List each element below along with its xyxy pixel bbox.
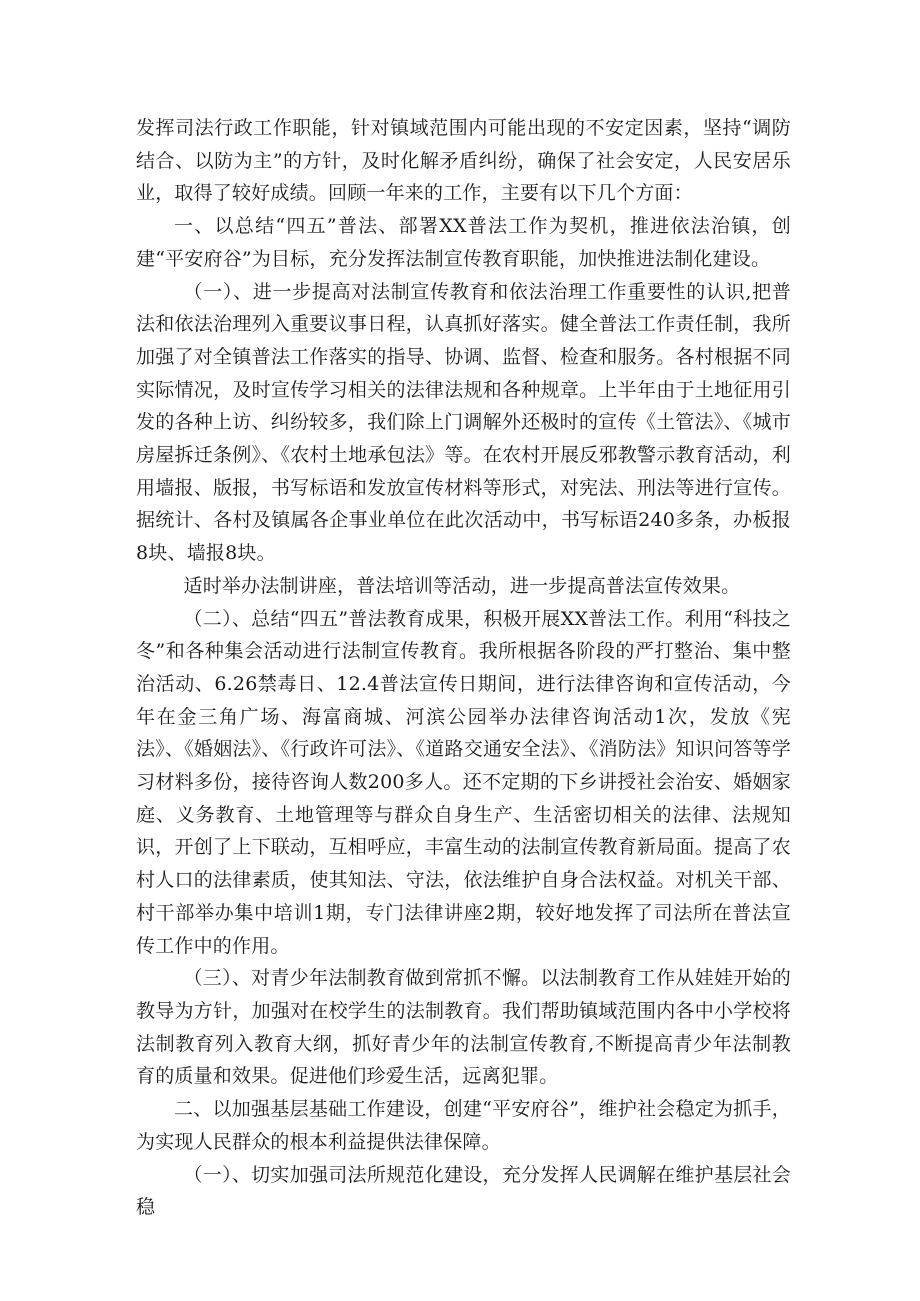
paragraph-section-2-item-1: （一）、切实加强司法所规范化建设，充分发挥人民调解在维护基层社会稳 [136, 1163, 791, 1219]
paragraph-section-1-item-3: （三）、对青少年法制教育做到常抓不懈。以法制教育工作从娃娃开始的教导为方针，加强对在校学生的法制教育。我们帮助镇域范围内各中小学校将法制教育列入教育大纲，抓好青少年的法制宣传教育,不断提高青少年法制教育的质量和效果。促进他们珍爱生活，远离犯罪。 [136, 967, 791, 1088]
document-body [136, 112, 791, 1224]
paragraph-section-1-item-2: （二）、总结“四五”普法教育成果，积极开展XX普法工作。利用“科技之冬”和各种集会活动进行法制宣传教育。我所根据各阶段的严打整治、集中整治活动、6.26禁毒日、12.4普法宣传日期间，进行法律咨询和宣传活动，今年在金三角广场、海富商城、河滨公园举办法律咨询活动1次，发放《宪法》、《婚姻法》、《行政许可法》、《道路交通安全法》、《消防法》知识问答等学习材料多份，接待咨询人数200多人。还不定期的下乡讲授社会治安、婚姻家庭、义务教育、土地管理等与群众自身生产、生活密切相关的法律、法规知识，开创了上下联动，互相呼应，丰富生动的法制宣传教育新局面。提高了农村人口的法律素质，使其知法、守法，依法维护自身合法权益。对机关干部、村干部举办集中培训1期，专门法律讲座2期，较好地发挥了司法所在普法宣传工作中的作用。 [136, 607, 791, 957]
paragraph-section-1-heading: 一、以总结“四五”普法、部署XX普法工作为契机，推进依法治镇，创建“平安府谷”为目标，充分发挥法制宣传教育职能，加快推进法制化建设。 [136, 215, 791, 270]
paragraph-section-1-item-1: （一）、进一步提高对法制宣传教育和依法治理工作重要性的认识,把普法和依法治理列入重要议事日程，认真抓好落实。健全普法工作责任制，我所加强了对全镇普法工作落实的指导、协调、监督、检查和服务。各村根据不同实际情况，及时宣传学习相关的法律法规和各种规章。上半年由于土地征用引发的各种上访、纠纷较多，我们除上门调解外还极时的宣传《土管法》、《城市房屋拆迁条例》、《农村土地承包法》等。在农村开展反邪教警示教育活动，利用墙报、版报，书写标语和发放宣传材料等形式，对宪法、刑法等进行宣传。据统计、各村及镇属各企事业单位在此次活动中，书写标语240多条，办板报8块、墙报8块。 [136, 280, 791, 565]
paragraph-section-1-item-1-continued: 适时举办法制讲座，普法培训等活动，进一步提高普法宣传效果。 [183, 574, 741, 597]
paragraph-intro: 发挥司法行政工作职能，针对镇域范围内可能出现的不安定因素，坚持“调防结合、以防为主”的方针，及时化解矛盾纠纷，确保了社会安定，人民安居乐业，取得了较好成绩。回顾一年来的工作，主要有以下几个方面： [136, 117, 791, 205]
paragraph-section-2-heading: 二、以加强基层基础工作建设，创建“平安府谷”，维护社会稳定为抓手，为实现人民群众的根本利益提供法律保障。 [136, 1098, 791, 1153]
